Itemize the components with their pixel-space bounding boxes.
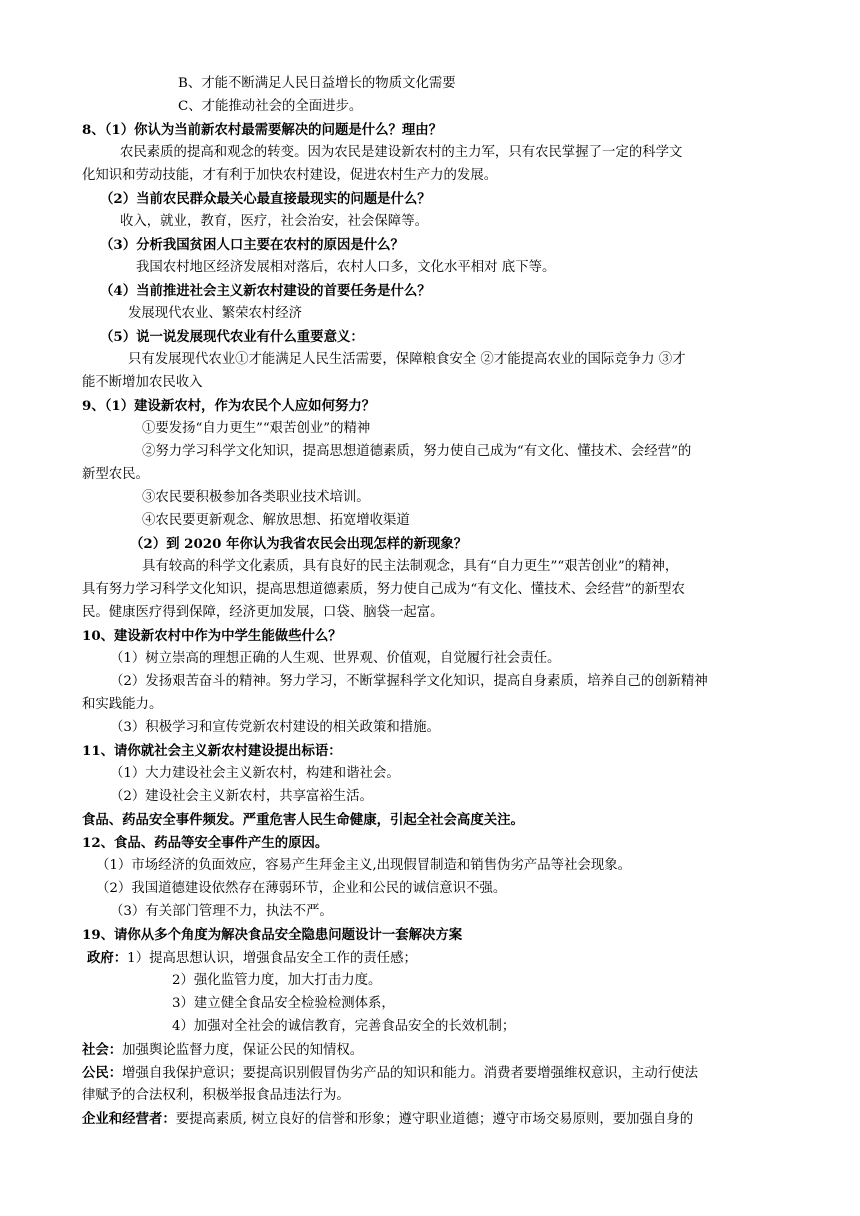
line-text: （2）发扬艰苦奋斗的精神。努力学习，不断掌握科学文化知识，提高自身素质，培养自己的创新精神 [110,674,708,689]
text-line [96,855,631,877]
line-text: 12、食品、药品等安全事件产生的原因。 [82,835,329,851]
line-text: 10、建设新农村中作为中学生能做些什么？ [82,628,342,644]
text-line [82,1108,693,1130]
text-line [142,487,370,509]
line-text: 食品、药品安全事件频发。严重危害人民生命健康，引起全社会高度关注。 [82,812,524,828]
text-line [100,234,404,256]
text-line [110,671,708,693]
text-line [120,211,428,233]
text-line [142,556,678,578]
line-text: 能不断增加农民收入 [82,375,203,390]
text-line [172,1016,515,1038]
line-text: 和实践能力。 [82,697,163,712]
text-line [178,73,456,95]
line-text: （3）有关部门管理不力，执法不严。 [110,904,333,919]
text-line [82,119,442,141]
text-line [142,441,691,463]
text-line [82,372,203,394]
line-text: 9、（1）建设新农村，作为农民个人应如何努力？ [82,398,376,414]
text-line [82,1039,363,1061]
line-text: ④农民要更新观念、解放思想、拓宽增收渠道 [142,513,410,528]
text-line [82,1085,350,1107]
line-text: 农民素质的提高和观念的转变。因为农民是建设新农村的主力军，只有农民掌握了一定的科学文 [120,145,683,160]
line-text: 要提高素质, 树立良好的信誉和形象；遵守职业道德；遵守市场交易原则，要加强自身的 [175,1112,694,1127]
line-text: 具有努力学习科学文化知识，提高思想道德素质，努力使自己成为“有文化、懂技术、会经营”的新型农 [82,582,685,597]
line-lead-label: 公民： [82,1065,123,1081]
line-text: 我国农村地区经济发展相对落后，农村人口多，文化水平相对 底下等。 [136,260,556,275]
text-line [100,280,431,302]
text-line [172,970,381,992]
line-text: ③农民要积极参加各类职业技术培训。 [142,490,370,505]
text-line [128,349,686,371]
text-line [82,694,162,716]
text-line [142,510,410,532]
line-text: （2）当前农民群众最关心最直接最现实的问题是什么？ [100,191,431,207]
line-text: （1）树立崇高的理想正确的人生观、世界观、价值观，自觉履行社会责任。 [110,651,561,666]
line-text: 增强自我保护意识；要提高识别假冒伪劣产品的知识和能力。消费者要增强维权意识，主动行使法 [122,1066,698,1081]
line-text: （2）我国道德建设依然存在薄弱环节，企业和公民的诚信意识不强。 [96,881,507,896]
text-line [82,579,685,601]
line-text: 化知识和劳动技能，才有利于加快农村建设，促进农村生产力的发展。 [82,168,498,183]
text-line [136,257,555,279]
line-text: （5）说一说发展现代农业有什么重要意义： [100,329,364,345]
text-line [172,993,395,1015]
text-line [82,924,462,946]
line-lead-label: 社会： [82,1042,123,1058]
line-text: C、才能推动社会的全面进步。 [178,99,363,114]
line-text: 新型农民。 [82,467,149,482]
line-text: 11、请你就社会主义新农村建设提出标语： [82,743,342,759]
line-text: 收入，就业，教育，医疗，社会治安，社会保障等。 [120,214,428,229]
line-text: （2）建设社会主义新农村，共享富裕生活。 [110,789,373,804]
text-line [82,740,342,762]
text-line [96,878,506,900]
text-line [82,625,342,647]
text-line [82,832,328,854]
line-text: （1）大力建设社会主义新农村，构建和谐社会。 [110,766,400,781]
line-text: 发展现代农业、繁荣农村经济 [128,306,303,321]
line-lead-label: 企业和经营者： [82,1111,176,1127]
line-text: （3）积极学习和宣传党新农村建设的相关政策和措施。 [110,720,440,735]
text-line [110,717,440,739]
line-lead-label: 政府： [87,950,128,966]
line-text: （3）分析我国贫困人口主要在农村的原因是什么？ [100,237,404,253]
text-line [82,464,149,486]
text-line [82,602,444,624]
text-line [87,947,417,969]
line-text: （4）当前推进社会主义新农村建设的首要任务是什么？ [100,283,431,299]
text-line [110,763,400,785]
text-line [82,165,497,187]
text-line [110,901,333,923]
line-text: （1）市场经济的负面效应，容易产生拜金主义,出现假冒制造和销售伪劣产品等社会现象。 [96,858,632,873]
line-text: 只有发展现代农业①才能满足人民生活需要，保障粮食安全 ②才能提高农业的国际竞争力 ③才 [128,352,686,367]
line-text: 3）建立健全食品安全检验检测体系， [172,996,395,1011]
text-line [100,326,364,348]
line-text: 19、请你从多个角度为解决食品安全隐患问题设计一套解决方案 [82,927,463,943]
line-text: 8、（1）你认为当前新农村最需要解决的问题是什么？理由？ [82,122,443,138]
line-text: B、才能不断满足人民日益增长的物质文化需要 [178,76,456,91]
text-line [110,786,373,808]
line-text: 加强舆论监督力度，保证公民的知情权。 [122,1043,364,1058]
text-line [110,648,560,670]
line-text: ①要发扬“自力更生”“艰苦创业”的精神 [142,421,371,436]
text-line [130,533,467,555]
text-line [142,418,370,440]
text-line [128,303,302,325]
text-line [82,395,375,417]
line-text: 律赋予的合法权利，积极举报食品违法行为。 [82,1088,350,1103]
text-line [100,188,431,210]
text-line [120,142,682,164]
text-line [82,809,524,831]
line-text: 4）加强对全社会的诚信教育，完善食品安全的长效机制； [172,1019,516,1034]
line-text: 具有较高的科学文化素质，具有良好的民主法制观念，具有“自力更生”“艰苦创业”的精神， [142,559,679,574]
text-line [82,1062,698,1084]
line-text: （2）到 2020 年你认为我省农民会出现怎样的新现象？ [130,536,468,552]
line-text: ②努力学习科学文化知识，提高思想道德素质，努力使自己成为“有文化、懂技术、会经营”的 [142,444,692,459]
line-text: 2）强化监管力度，加大打击力度。 [172,973,382,988]
text-line [178,96,362,118]
line-text: 民。健康医疗得到保障，经济更加发展，口袋、脑袋一起富。 [82,605,444,620]
line-text: 1）提高思想认识，增强食品安全工作的责任感； [127,951,417,966]
